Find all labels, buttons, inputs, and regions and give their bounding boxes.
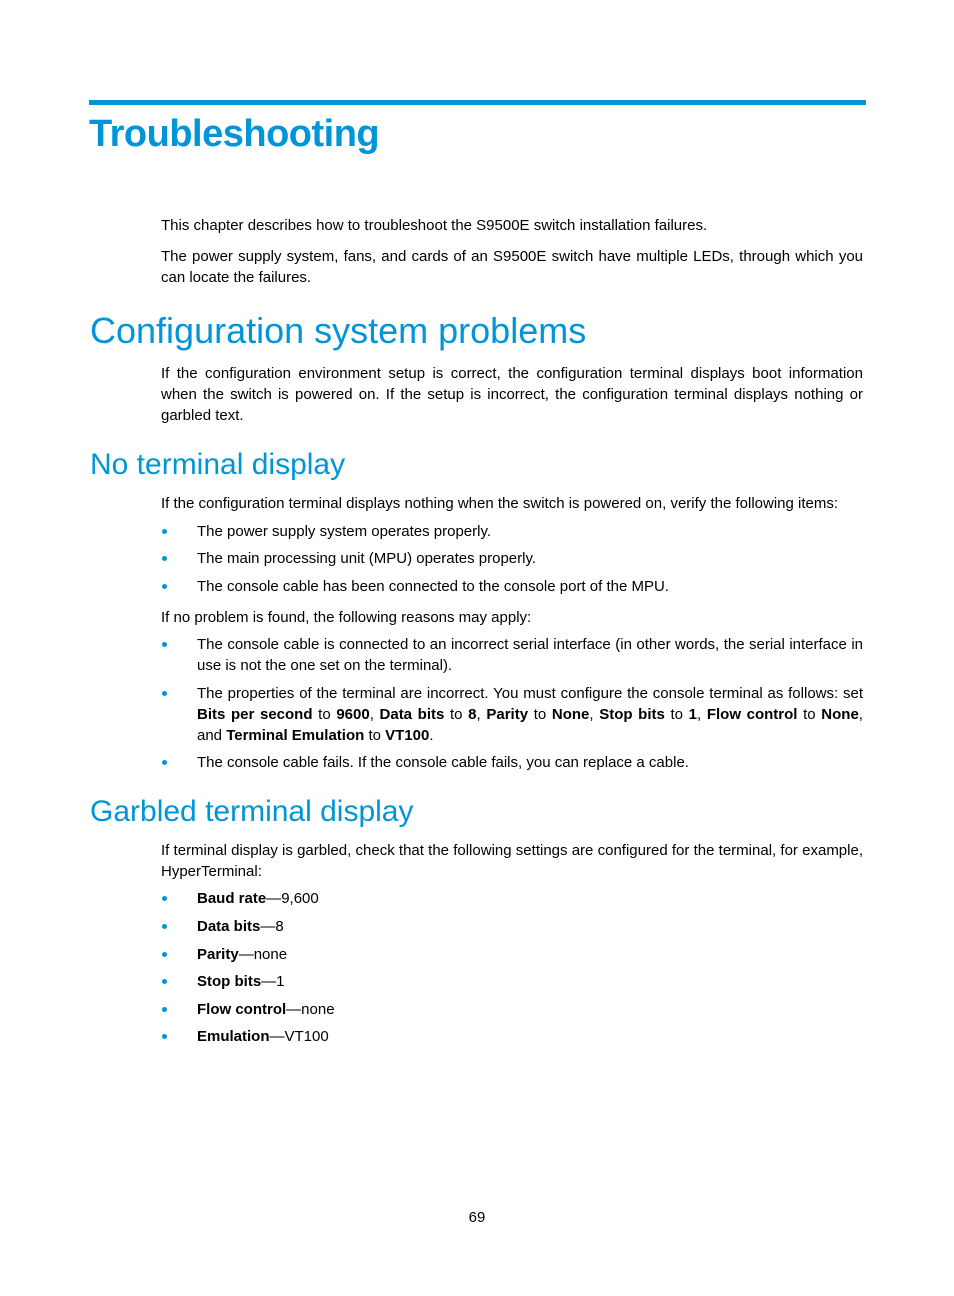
reason-item-terminal-properties: The properties of the terminal are incorrect. You must configure the console terminal as follows: set Bits per second to 9600, Data bits to 8, Parity to None, Stop bits to 1, Flow control to None, and Terminal Emulation to VT100. <box>197 685 863 744</box>
setting-name: Bits per second <box>197 706 313 723</box>
setting-value: None <box>821 706 859 723</box>
setting-name: Stop bits <box>599 706 665 723</box>
setting-value: 9600 <box>336 706 370 723</box>
chapter-intro-1: This chapter describes how to troubleshoot the S9500E switch installation failures. <box>161 217 708 234</box>
setting-value: None <box>551 706 590 723</box>
bullet-icon <box>162 979 167 984</box>
check-item: The power supply system operates properly. <box>197 523 492 540</box>
bullet-icon <box>162 1007 167 1012</box>
bullet-icon <box>162 529 167 534</box>
reason-item: The console cable fails. If the console cable fails, you can replace a cable. <box>197 754 689 771</box>
bullet-icon <box>162 896 167 901</box>
no-display-intro: If the configuration terminal displays nothing when the switch is powered on, verify the following items: <box>161 495 839 512</box>
page-number: 69 <box>468 1209 486 1226</box>
setting-name: Flow control <box>706 706 798 723</box>
bullet-icon <box>162 952 167 957</box>
section-title-configuration: Configuration system problems <box>90 310 587 351</box>
title-rule <box>89 100 866 105</box>
reasons-intro: If no problem is found, the following reasons may apply: <box>161 609 532 626</box>
section-intro-configuration: If the configuration environment setup is correct, the configuration terminal displays boot information when the switch is powered on. If the setup is incorrect, the configuration terminal displays nothing or garbled text. <box>161 365 863 424</box>
bullet-icon <box>162 584 167 589</box>
chapter-title: Troubleshooting <box>89 113 380 155</box>
bullet-icon <box>162 924 167 929</box>
setting-item: Data bits—8 <box>197 918 284 935</box>
setting-name: Terminal Emulation <box>226 727 365 744</box>
subsection-title-garbled: Garbled terminal display <box>90 795 414 828</box>
setting-item: Stop bits—1 <box>197 973 285 990</box>
setting-item: Emulation—VT100 <box>197 1028 329 1045</box>
setting-item: Baud rate—9,600 <box>197 890 319 907</box>
garbled-intro: If terminal display is garbled, check that the following settings are configured for the terminal, for example, HyperTerminal: <box>161 842 863 880</box>
setting-name: Data bits <box>379 706 445 723</box>
setting-value: VT100 <box>385 727 430 744</box>
bullet-icon <box>162 760 167 765</box>
setting-value: 8 <box>468 706 477 723</box>
setting-item: Flow control—none <box>197 1001 335 1018</box>
setting-value: 1 <box>688 706 697 723</box>
bullet-icon <box>162 691 167 696</box>
chapter-intro-2: The power supply system, fans, and cards of an S9500E switch have multiple LEDs, through which you can locate the failures. <box>161 248 863 286</box>
check-item: The main processing unit (MPU) operates properly. <box>197 550 537 567</box>
bullet-icon <box>162 1034 167 1039</box>
reason-item: The console cable is connected to an incorrect serial interface (in other words, the serial interface in use is not the one set on the terminal). <box>197 636 863 674</box>
bullet-icon <box>162 642 167 647</box>
setting-item: Parity—none <box>197 946 288 963</box>
setting-name: Parity <box>486 706 529 723</box>
subsection-title-no-display: No terminal display <box>90 448 346 481</box>
bullet-icon <box>162 556 167 561</box>
check-item: The console cable has been connected to the console port of the MPU. <box>197 578 669 595</box>
